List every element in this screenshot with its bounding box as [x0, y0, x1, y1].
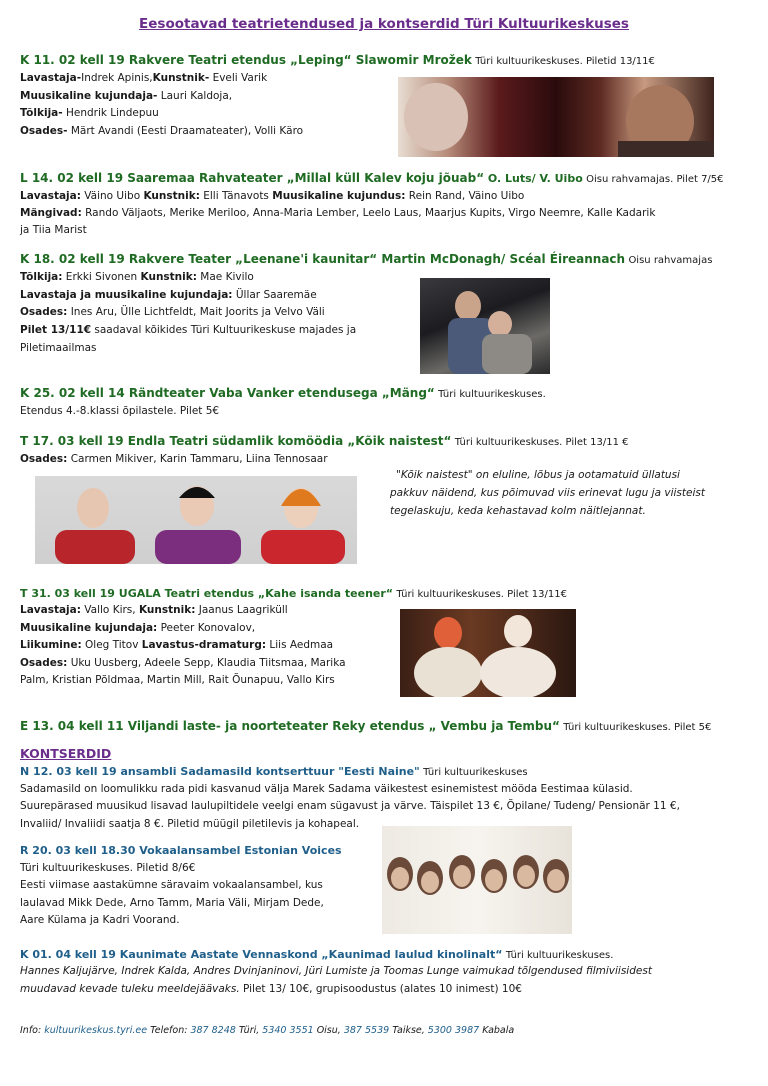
actors-silhouette-icon	[398, 77, 714, 157]
cast-line: Osades: Ines Aru, Ülle Lichtfeldt, Mait Joorits ja Velvo Väli	[20, 306, 325, 318]
event-venue: Türi kultuurikeskuses. Pilet 5€	[563, 722, 712, 733]
cast-line: ja Tiia Marist	[20, 224, 87, 236]
concert-description: Hannes Kaljujärve, Indrek Kalda, Andres Dvinjaninovi, Jüri Lumiste ja Toomas Lunge vaimukad tõlgendused filmiviisidest	[20, 965, 652, 977]
concert-description: Invaliid/ Invaliidi saatja 8 €. Piletid müügil piletilevis ja kohapeal.	[20, 818, 360, 830]
event-heading: T 31. 03 kell 19 UGALA Teatri etendus „Kahe isanda teener“	[20, 587, 394, 600]
footer-contacts: Info: kultuurikeskus.tyri.ee Telefon: 387 8248 Türi, 5340 3551 Oisu, 387 5539 Taikse, 5300 3987 Kabala	[20, 1025, 515, 1036]
event-vembu-tembu	[20, 718, 711, 737]
event-heading: K 25. 02 kell 14 Rändteater Vaba Vanker etendusega „Mäng“	[20, 386, 435, 400]
kahe-isanda-photo	[400, 609, 576, 697]
description-quote: "Kõik naistest" on eluline, lõbus ja ootamatuid üllatusi	[396, 469, 680, 481]
phone-taikse[interactable]: 387 5539	[343, 1025, 390, 1036]
concert-description: Sadamasild on loomulikku rada pidi kasvanud välja Marek Sadama väikestest esinemistest mööda Eestimaa külasid.	[20, 783, 633, 795]
event-mang	[20, 385, 546, 404]
concert-heading: K 01. 04 kell 19 Kaunimate Aastate Vennaskond „Kaunimad laulud kinolinalt“	[20, 948, 503, 961]
event-description: Etendus 4.-8.klassi õpilastele. Pilet 5€	[20, 405, 220, 417]
credits-line: Lavastaja: Vallo Kirs, Kunstnik: Jaanus Laagriküll	[20, 604, 288, 616]
event-venue: Oisu rahvamajas	[628, 255, 713, 266]
event-kalev: L 14. 02 kell 19 Saaremaa Rahvateater „Millal küll Kalev koju jõuab“ O. Luts/ V. Uibo Oisu rahvamajas. Pilet 7/5€	[20, 171, 724, 185]
event-venue: Türi kultuurikeskuses. Pilet 13/11€	[396, 589, 567, 600]
cast-line: Palm, Kristian Põldmaa, Martin Mill, Rait Õunapuu, Vallo Kirs	[20, 674, 335, 686]
actresses-silhouette-icon	[35, 476, 357, 564]
event-leenane	[20, 251, 712, 270]
event-leping	[20, 52, 655, 71]
concert-description: muudavad kevade tuleku meeldejäävaks. Pilet 13/ 10€, grupisoodustus (alates 10 inimest) 10€	[20, 983, 522, 995]
concert-heading: R 20. 03 kell 18.30 Vokaalansambel Estonian Voices	[20, 844, 342, 857]
credits-line: Lavastaja: Väino Uibo Kunstnik: Elli Tänavots Muusikaline kujundus: Rein Rand, Väino Uibo	[20, 190, 525, 202]
event-heading: T 17. 03 kell 19 Endla Teatri südamlik komöödia „Kõik naistest“	[20, 434, 452, 448]
phone-kabala[interactable]: 5300 3987	[427, 1025, 480, 1036]
credits-line: Lavastaja ja muusikaline kujundaja: Üllar Saaremäe	[20, 289, 317, 301]
phone-oisu[interactable]: 5340 3551	[262, 1025, 314, 1036]
cast-line: Osades: Carmen Mikiver, Karin Tammaru, Liina Tennosaar	[20, 453, 328, 465]
event-venue: Oisu rahvamajas. Pilet 7/5€	[586, 174, 724, 185]
cast-line: Osades: Uku Uusberg, Adeele Sepp, Klaudia Tiitsmaa, Marika	[20, 657, 346, 669]
event-venue: Türi kultuurikeskuses. Pilet 13/11 €	[454, 437, 629, 448]
event-heading: K 18. 02 kell 19 Rakvere Teater „Leenane'i kaunitar“ Martin McDonagh/ Scéal Éireannach	[20, 252, 626, 266]
event-heading: L 14. 02 kell 19 Saaremaa Rahvateater „Millal küll Kalev koju jõuab“	[20, 171, 485, 185]
cast-line: Mängivad: Rando Väljaots, Merike Meriloo, Anna-Maria Lember, Leelo Laus, Maarjus Kupits, Virgo Neemre, Kalle Kadarik	[20, 207, 656, 219]
phone-turi[interactable]: 387 8248	[190, 1025, 236, 1036]
cast-line: Osades- Märt Avandi (Eesti Draamateater), Volli Käro	[20, 125, 304, 137]
credits-line: Muusikaline kujundaja: Peeter Konovalov,	[20, 622, 256, 634]
estonian-voices-photo	[382, 826, 572, 934]
concert-description: Suurepärased muusikud lisavad laulupiltidele veelgi enam sügavust ja värve. Täispilet 13 €, Õpilane/ Tudeng/ Pensionär 11 €,	[20, 800, 680, 812]
concert-description: Aare Külama ja Kadri Voorand.	[20, 914, 180, 926]
concert-description: laulavad Mikk Dede, Arno Tamm, Maria Väli, Mirjam Dede,	[20, 897, 324, 909]
event-kahe-isanda-teener	[20, 585, 567, 604]
website-link[interactable]: kultuurikeskus.tyri.ee	[44, 1025, 148, 1036]
concert-heading: N 12. 03 kell 19 ansambli Sadamasild kontserttuur "Eesti Naine"	[20, 765, 420, 778]
credits-line: Lavastaja-Indrek Apinis,Kunstnik- Eveli Varik	[20, 72, 268, 84]
actors-silhouette-icon	[420, 278, 550, 374]
page-title: Eesootavad teatrietendused ja kontserdid Türi Kultuurikeskuses	[139, 16, 629, 32]
concert-venue: Türi kultuurikeskuses	[423, 767, 528, 778]
concerts-heading: KONTSERDID	[20, 746, 112, 761]
credits-line: Liikumine: Oleg Titov Lavastus-dramaturg: Liis Aedmaa	[20, 639, 334, 651]
concert-venue: Türi kultuurikeskuses.	[505, 950, 614, 961]
ticket-line: Piletimaailmas	[20, 342, 97, 354]
concert-kaunimad-laulud	[20, 946, 613, 965]
concert-description: Türi kultuurikeskuses. Piletid 8/6€	[20, 862, 196, 874]
credits-line: Tõlkija: Erkki Sivonen Kunstnik: Mae Kivilo	[20, 271, 254, 283]
event-heading: K 11. 02 kell 19 Rakvere Teatri etendus „Leping“ Slawomir Mrožek	[20, 53, 472, 67]
leping-photo	[398, 77, 714, 157]
concert-description: Eesti viimase aastakümne säravaim vokaalansambel, kus	[20, 879, 323, 891]
event-heading: E 13. 04 kell 11 Viljandi laste- ja noorteteater Reky etendus „ Vembu ja Tembu“	[20, 719, 560, 733]
leenane-photo	[420, 278, 550, 374]
concert-eesti-naine	[20, 763, 528, 782]
actors-silhouette-icon	[400, 609, 576, 697]
koik-naistest-photo	[35, 476, 357, 564]
description-quote: tegelaskuju, keda kehastavad kolm näitlejannat.	[390, 505, 646, 517]
credits-line: Muusikaline kujundaja- Lauri Kaldoja,	[20, 90, 233, 102]
description-quote: pakkuv näidend, kus põimuvad viis erinevat lugu ja viisteist	[390, 487, 705, 499]
event-koik-naistest	[20, 433, 629, 452]
event-venue: Türi kultuurikeskuses.	[438, 389, 546, 400]
singers-silhouette-icon	[382, 826, 572, 934]
event-venue: Türi kultuurikeskuses. Piletid 13/11€	[475, 56, 655, 67]
credits-line: Tõlkija- Hendrik Lindepuu	[20, 107, 159, 119]
ticket-line: Pilet 13/11€ saadaval kõikides Türi Kultuurikeskuse majades ja	[20, 324, 357, 336]
